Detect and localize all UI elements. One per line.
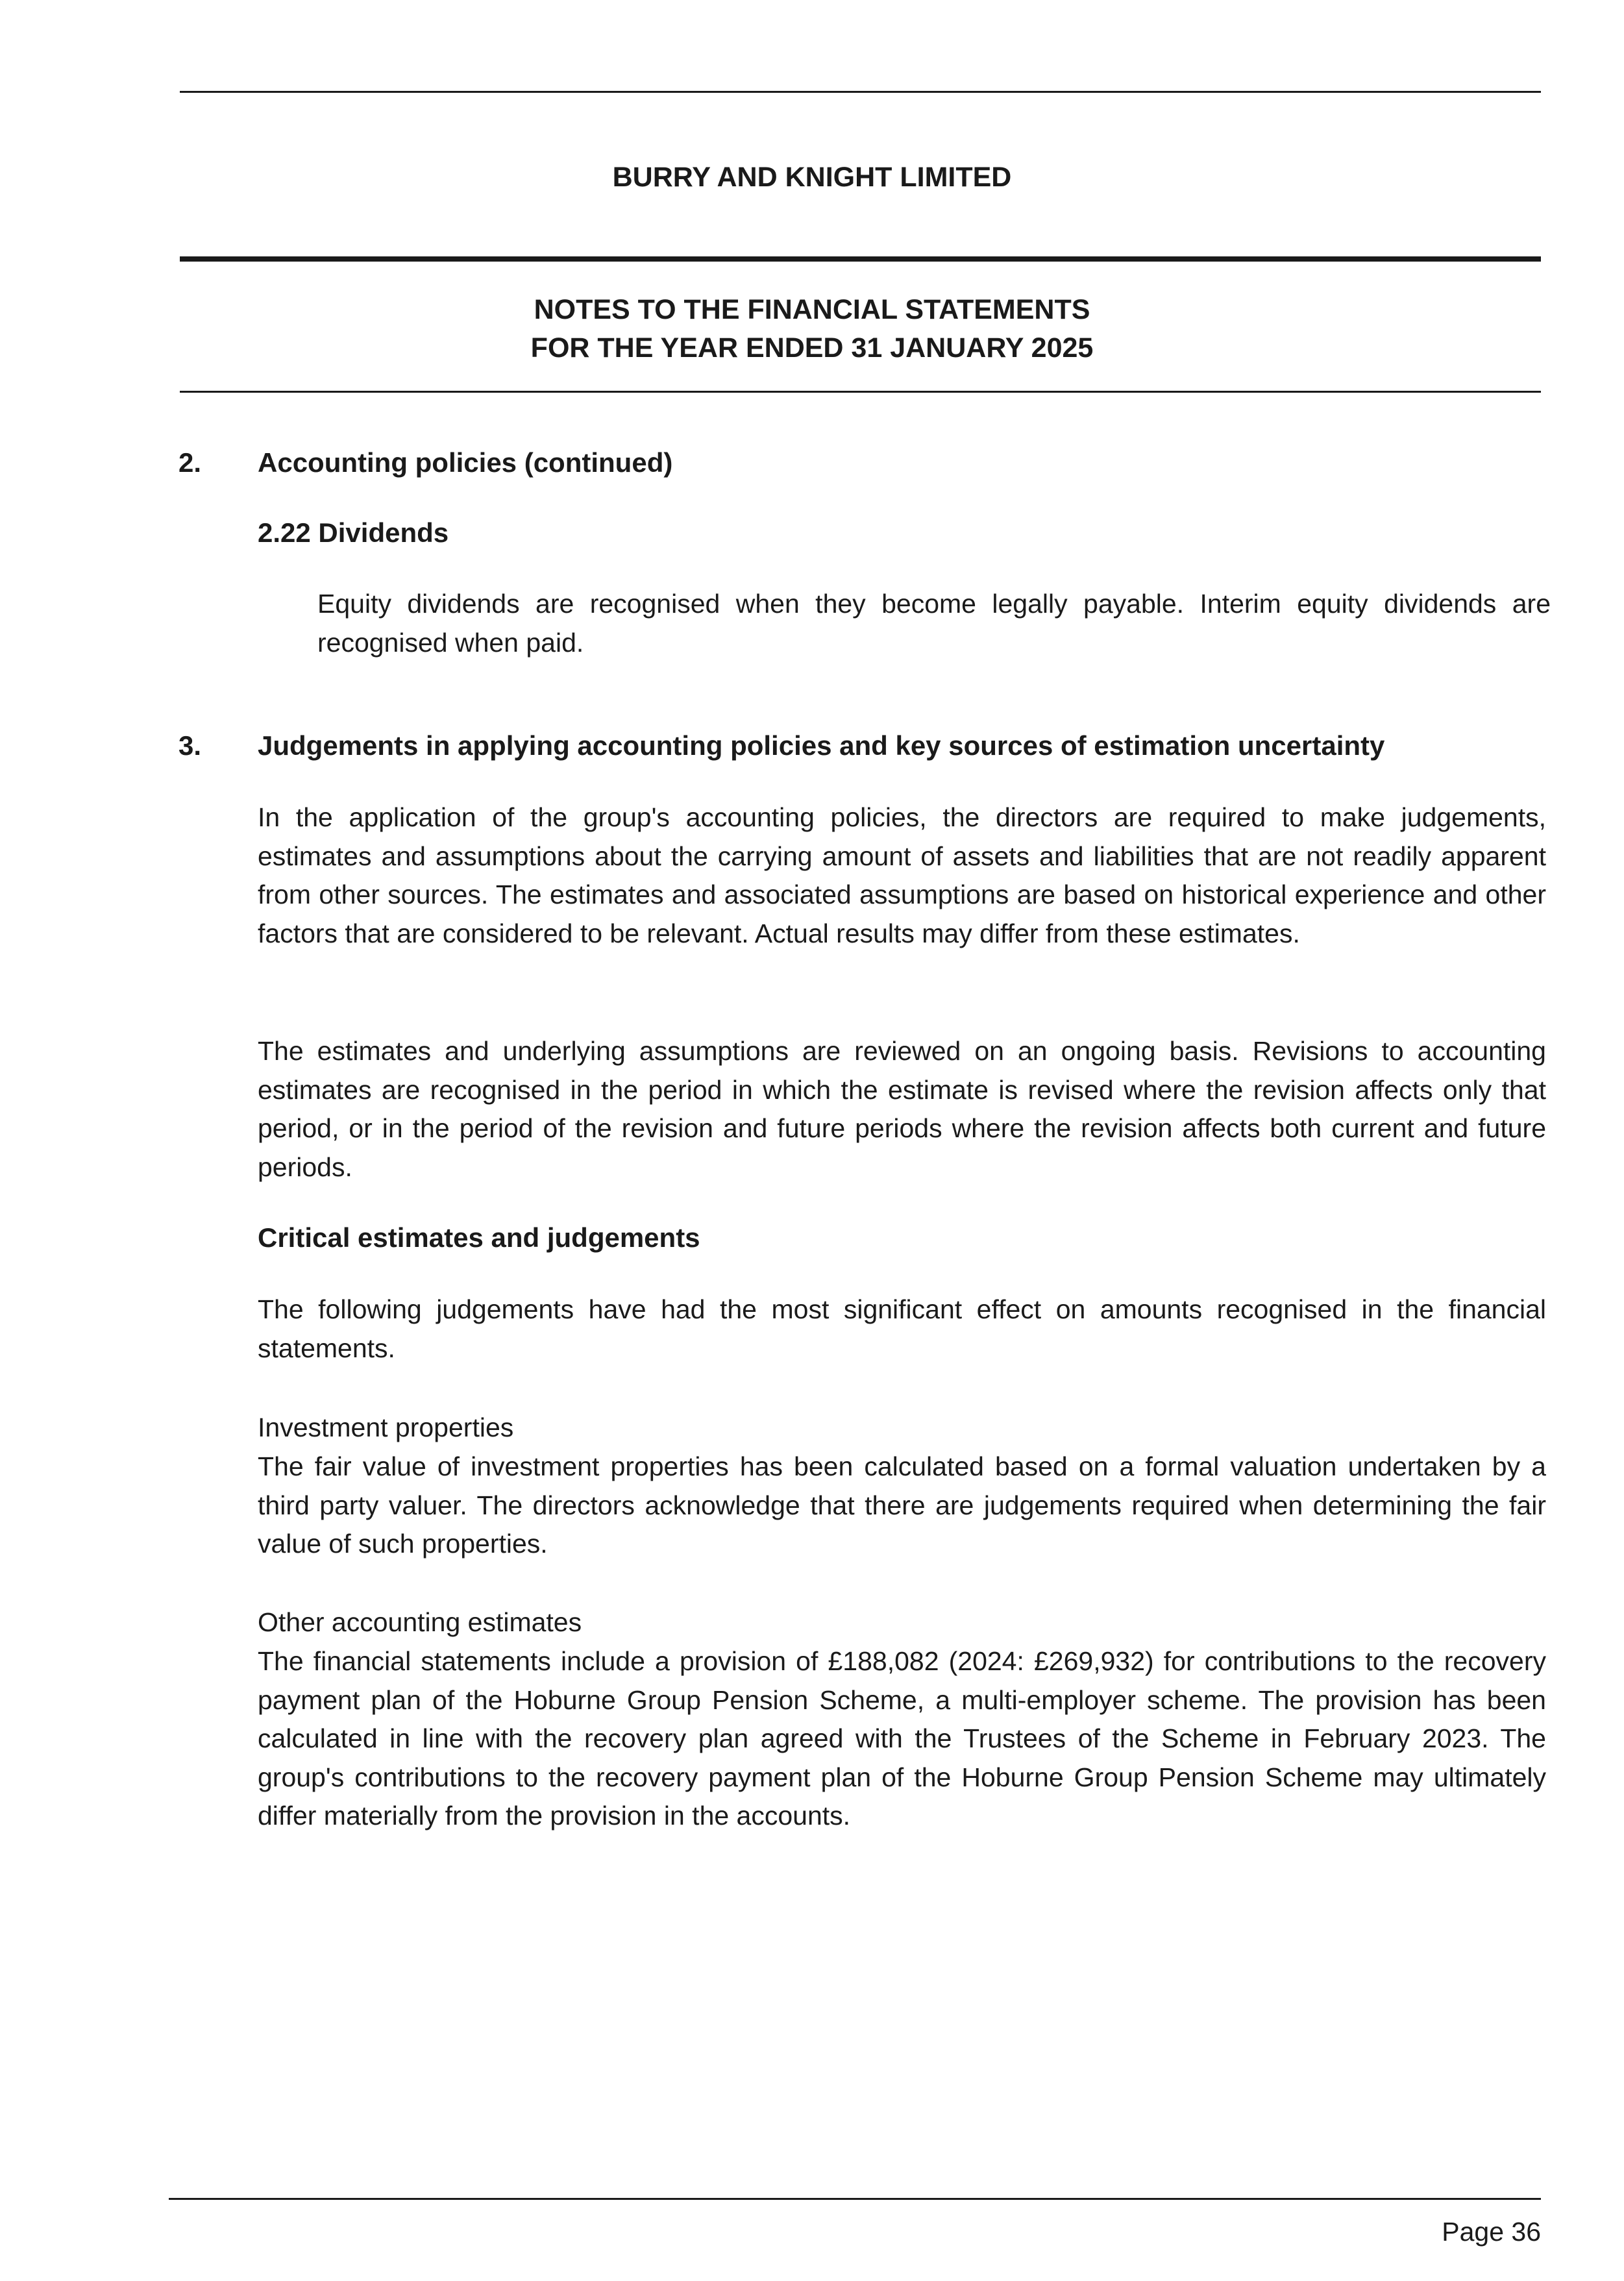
note-3-number: 3. (178, 730, 202, 761)
critical-estimates-intro: The following judgements have had the most significant effect on amounts recognised in the financial statements. (258, 1294, 1546, 1363)
statements-title: NOTES TO THE FINANCIAL STATEMENTS (534, 294, 1090, 325)
other-estimates-heading: Other accounting estimates (258, 1607, 582, 1637)
company-name: BURRY AND KNIGHT LIMITED (612, 162, 1012, 193)
note-3-paragraph-1: In the application of the group's accounting policies, the directors are required to make judgements, estimates and assumptions about the carrying amount of assets and liabilities that are not readily apparent from other sources. The estimates and associated assumptions are based on historical experience and other factors that are considered to be relevant. Actual results may differ from these estimates. (258, 802, 1546, 948)
page-number: Page 36 (1442, 2217, 1541, 2247)
dividends-paragraph: Equity dividends are recognised when they become legally payable. Interim equity dividends are recognised when paid. (317, 589, 1551, 658)
header-top-rule (180, 91, 1541, 93)
investment-properties-heading: Investment properties (258, 1412, 514, 1442)
note-3-title: Judgements in applying accounting policies and key sources of estimation uncertainty (258, 730, 1385, 761)
other-estimates-text: The financial statements include a provision of £188,082 (2024: £269,932) for contributions to the recovery payment plan of the Hoburne Group Pension Scheme, a multi-employer scheme. The provision has been calculated in line with the recovery plan agreed with the Trustees of the Scheme in February 2023. The group's contributions to the recovery payment plan of the Hoburne Group Pension Scheme may ultimately differ materially from the provision in the accounts. (258, 1646, 1546, 1831)
header-bottom-rule (180, 391, 1541, 393)
header-thick-rule (180, 256, 1541, 262)
footer-rule (169, 2198, 1541, 2200)
statements-period: FOR THE YEAR ENDED 31 JANUARY 2025 (530, 332, 1094, 364)
critical-estimates-heading: Critical estimates and judgements (258, 1222, 700, 1253)
note-3-paragraph-2: The estimates and underlying assumptions are reviewed on an ongoing basis. Revisions to accounting estimates are recognised in the period in which the estimate is revised where the revision affects only that period, or in the period of the revision and future periods where the revision affects both current and future periods. (258, 1036, 1546, 1182)
note-2-title: Accounting policies (continued) (258, 447, 673, 478)
dividends-heading: 2.22 Dividends (258, 517, 449, 548)
investment-properties-text: The fair value of investment properties has been calculated based on a formal valuation undertaken by a third party valuer. The directors acknowledge that there are judgements required when determining the fair value of such properties. (258, 1451, 1546, 1559)
note-2-number: 2. (178, 447, 202, 478)
